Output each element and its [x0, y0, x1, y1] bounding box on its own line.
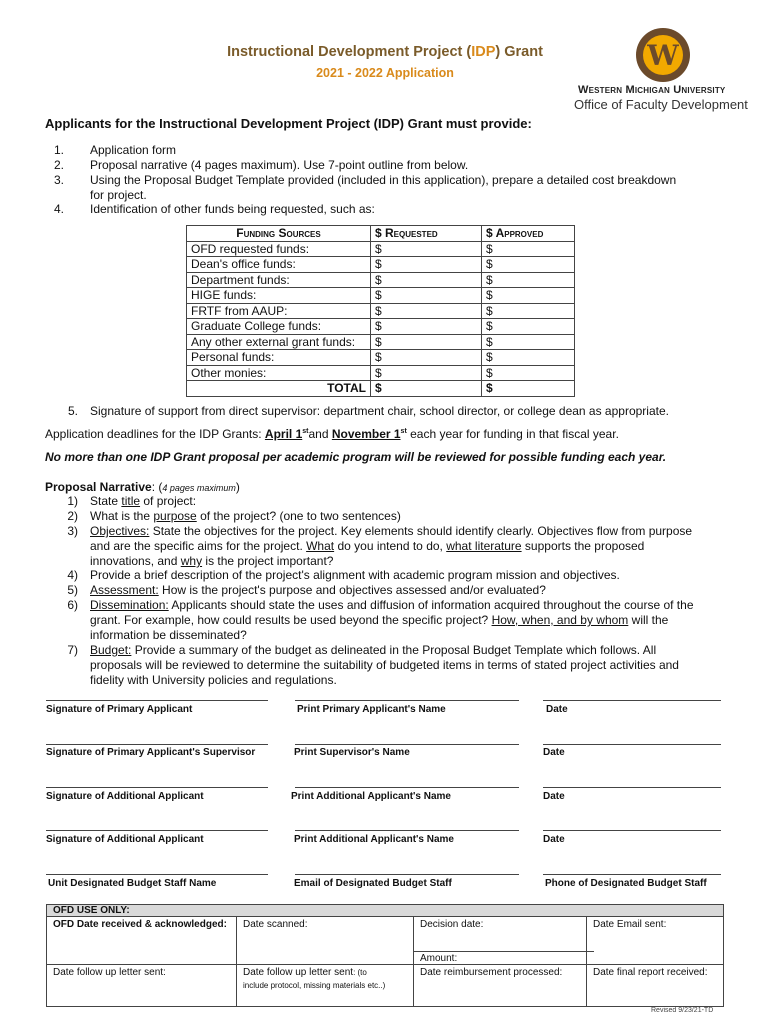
table-row — [187, 350, 575, 366]
approved-cell[interactable]: $ — [482, 241, 575, 257]
print-name-line[interactable] — [295, 700, 519, 701]
signature-label: Signature of Primary Applicant's Supervisor — [46, 747, 256, 758]
ofd-email-sent-field[interactable]: Date Email sent: — [587, 917, 724, 965]
decision-date-label: Decision date: — [420, 919, 484, 930]
date-label: Date — [543, 747, 565, 758]
list-item-continued: proposals will be reviewed to determine the suitability of budgeted items in terms of stated project activities and — [90, 658, 679, 672]
print-name-label: Print Primary Applicant's Name — [297, 704, 446, 715]
requested-cell[interactable]: $ — [371, 365, 482, 381]
table-row — [187, 303, 575, 319]
limit-note: No more than one IDP Grant proposal per academic program will be reviewed for possible funding each year. — [45, 450, 667, 464]
print-name-label: Print Additional Applicant's Name — [291, 791, 451, 802]
ofd-received-field[interactable]: OFD Date received & acknowledged: — [47, 917, 237, 965]
list-item-continued: innovations, and why is the project important? — [90, 554, 334, 568]
amount-label: Amount: — [420, 953, 458, 964]
requested-cell[interactable]: $ — [371, 319, 482, 335]
table-row — [187, 272, 575, 288]
ofd-use-only-table — [46, 904, 724, 1007]
list-item: What is the purpose of the project? (one to two sentences) — [90, 509, 401, 523]
total-requested-cell[interactable]: $ — [371, 381, 482, 397]
approved-cell[interactable]: $ — [482, 350, 575, 366]
list-item: Dissemination: Applicants should state the uses and diffusion of information acquired throughout the course of the — [90, 598, 694, 612]
table-row-total — [187, 381, 575, 397]
approved-cell[interactable]: $ — [482, 303, 575, 319]
date-label: Date — [543, 791, 565, 802]
ofd-decision-field[interactable] — [414, 917, 587, 965]
list-item-continued: fidelity with University policies and regulations. — [90, 673, 337, 687]
list-item: Assessment: How is the project's purpose and objectives assessed and/or evaluated? — [90, 583, 546, 597]
funding-sources-table — [186, 225, 575, 397]
budget-staff-email-line[interactable] — [295, 874, 519, 875]
requirements-heading: Applicants for the Instructional Development Project (IDP) Grant must provide: — [45, 116, 532, 131]
ofd-final-report-field[interactable]: Date final report received: — [587, 965, 724, 1007]
list-item-continued: for project. — [90, 188, 147, 202]
date-line[interactable] — [543, 744, 721, 745]
requested-cell[interactable]: $ — [371, 334, 482, 350]
approved-cell[interactable]: $ — [482, 257, 575, 273]
fund-source-label: Graduate College funds: — [187, 319, 371, 335]
date-label: Date — [546, 704, 568, 715]
signature-label: Signature of Additional Applicant — [46, 791, 204, 802]
list-item: Objectives: State the objectives for the project. Key elements should identify clearly. Objectives flow from purpose — [90, 524, 693, 538]
table-row — [187, 241, 575, 257]
signature-label: Signature of Primary Applicant — [46, 704, 193, 715]
requested-cell[interactable]: $ — [371, 303, 482, 319]
list-item: Identification of other funds being requested, such as: — [90, 202, 375, 216]
budget-staff-name-label: Unit Designated Budget Staff Name — [48, 878, 217, 889]
list-item: Signature of support from direct supervisor: department chair, school director, or college dean as appropriate. — [90, 404, 669, 418]
print-name-label: Print Supervisor's Name — [294, 747, 410, 758]
fund-source-label: OFD requested funds: — [187, 241, 371, 257]
logo-office-name: Office of Faculty Development — [574, 97, 748, 112]
requested-cell[interactable]: $ — [371, 288, 482, 304]
page-title: Instructional Development Project (IDP) Grant — [227, 44, 543, 60]
print-name-line[interactable] — [295, 830, 519, 831]
list-item: Using the Proposal Budget Template provided (included in this application), prepare a detailed cost breakdown — [90, 173, 677, 187]
budget-staff-phone-line[interactable] — [543, 874, 721, 875]
date-label: Date — [543, 834, 565, 845]
requested-cell[interactable]: $ — [371, 257, 482, 273]
logo-university-name: Western Michigan University — [578, 84, 726, 96]
budget-staff-phone-label: Phone of Designated Budget Staff — [545, 878, 707, 889]
narrative-heading: Proposal Narrative: (4 pages maximum) — [45, 480, 240, 494]
fund-source-label: Other monies: — [187, 365, 371, 381]
requested-cell[interactable]: $ — [371, 241, 482, 257]
date-line[interactable] — [543, 700, 721, 701]
print-name-line[interactable] — [295, 744, 519, 745]
budget-staff-name-line[interactable] — [46, 874, 268, 875]
fund-source-label: Any other external grant funds: — [187, 334, 371, 350]
ofd-follow-letter-note-field[interactable]: Date follow up letter sent: (to include protocol, missing materials etc..) — [237, 965, 414, 1007]
revision-footer: Revised 9/23/21-TD — [651, 1007, 714, 1014]
list-item-continued: and are the specific aims for the project. What do you intend to do, what literature supports the proposed — [90, 539, 645, 553]
table-row — [187, 257, 575, 273]
page-subtitle: 2021 - 2022 Application — [316, 66, 454, 80]
signature-line[interactable] — [46, 830, 268, 831]
list-item: Provide a brief description of the project's alignment with academic program mission and objectives. — [90, 568, 620, 582]
signature-line[interactable] — [46, 700, 268, 701]
list-item: State title of project: — [90, 494, 197, 508]
approved-cell[interactable]: $ — [482, 334, 575, 350]
application-deadlines: Application deadlines for the IDP Grants: April 1stand November 1st each year for funding in that fiscal year. — [45, 427, 619, 441]
fund-source-label: FRTF from AAUP: — [187, 303, 371, 319]
signature-line[interactable] — [46, 787, 268, 788]
ofd-scanned-field[interactable]: Date scanned: — [237, 917, 414, 965]
fund-source-label: Dean's office funds: — [187, 257, 371, 273]
list-item-continued: grant. For example, how could results be used beyond the specific project? How, when, and by whom will the — [90, 613, 669, 627]
list-item-continued: information be disseminated? — [90, 628, 247, 642]
col-header-approved: $ Approved — [482, 226, 575, 242]
approved-cell[interactable]: $ — [482, 365, 575, 381]
table-row — [187, 334, 575, 350]
col-header-requested: $ Requested — [371, 226, 482, 242]
approved-cell[interactable]: $ — [482, 288, 575, 304]
budget-staff-email-label: Email of Designated Budget Staff — [294, 878, 452, 889]
requested-cell[interactable]: $ — [371, 350, 482, 366]
fund-source-label: Department funds: — [187, 272, 371, 288]
date-line[interactable] — [543, 830, 721, 831]
approved-cell[interactable]: $ — [482, 272, 575, 288]
signature-label: Signature of Additional Applicant — [46, 834, 204, 845]
list-item: Proposal narrative (4 pages maximum). Use 7-point outline from below. — [90, 158, 469, 172]
table-row — [187, 288, 575, 304]
ofd-follow-letter-field[interactable]: Date follow up letter sent: — [47, 965, 237, 1007]
total-label: TOTAL — [187, 381, 371, 397]
ofd-title: OFD USE ONLY: — [47, 905, 724, 917]
list-item: Application form — [90, 143, 177, 157]
ofd-reimbursement-field[interactable]: Date reimbursement processed: — [414, 965, 587, 1007]
signature-line[interactable] — [46, 744, 268, 745]
requested-cell[interactable]: $ — [371, 272, 482, 288]
fund-source-label: HIGE funds: — [187, 288, 371, 304]
wmu-logo: W — [636, 28, 690, 82]
col-header-sources: Funding Sources — [187, 226, 371, 242]
table-row — [187, 319, 575, 335]
print-name-line[interactable] — [295, 787, 519, 788]
total-approved-cell[interactable]: $ — [482, 381, 575, 397]
approved-cell[interactable]: $ — [482, 319, 575, 335]
fund-source-label: Personal funds: — [187, 350, 371, 366]
print-name-label: Print Additional Applicant's Name — [294, 834, 454, 845]
table-row — [187, 365, 575, 381]
list-item: Budget: Provide a summary of the budget as delineated in the Proposal Budget Template which follows. All — [90, 643, 657, 657]
date-line[interactable] — [543, 787, 721, 788]
